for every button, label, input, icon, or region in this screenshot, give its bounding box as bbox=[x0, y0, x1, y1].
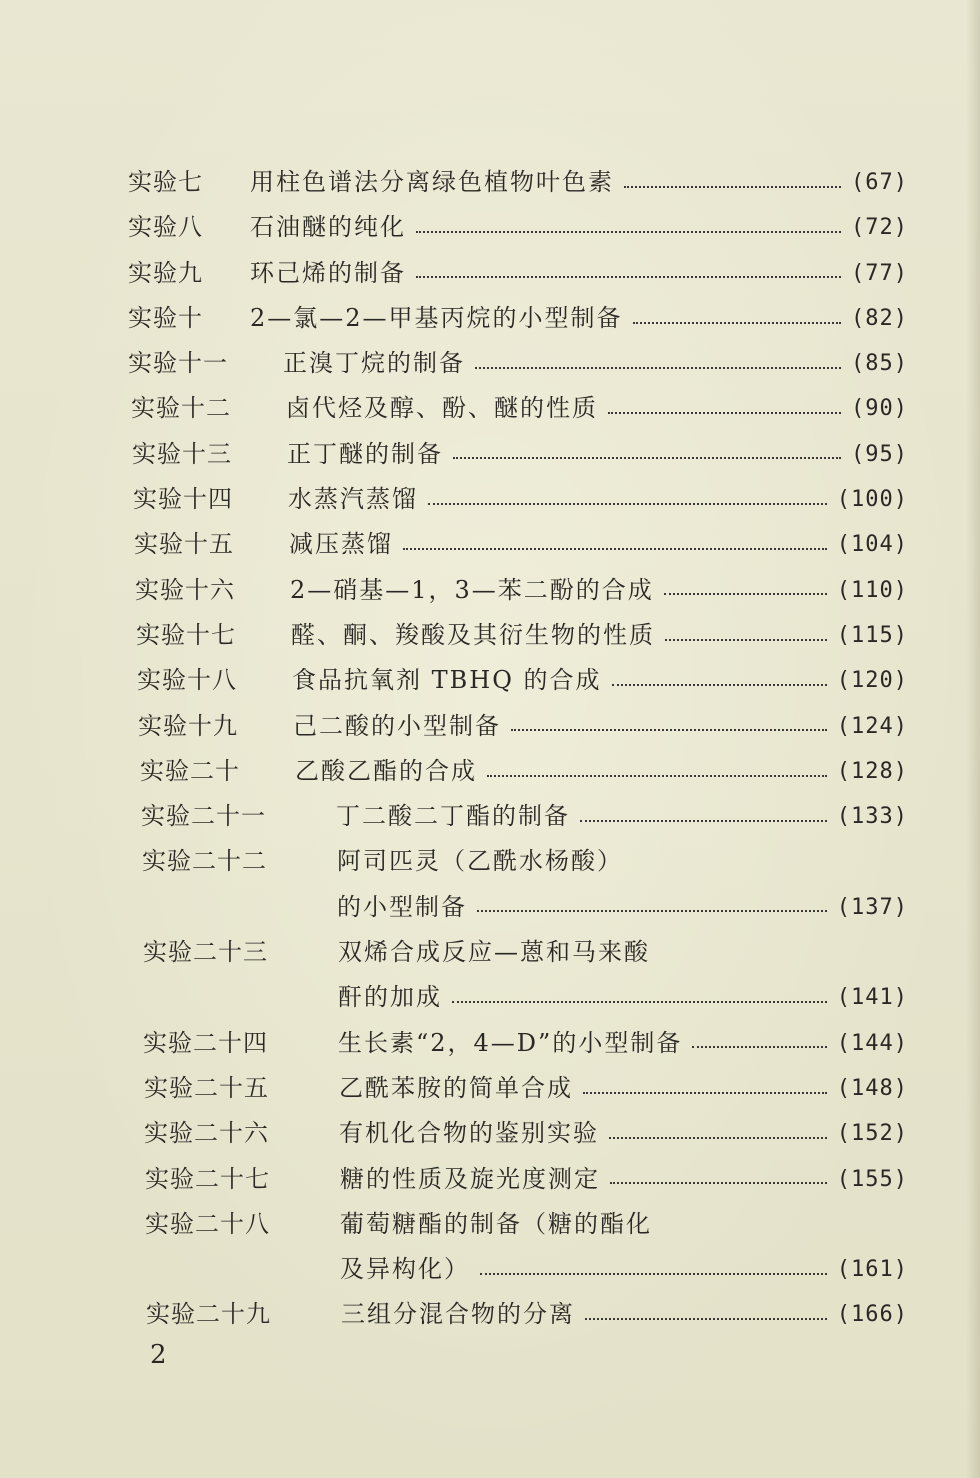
experiment-title: 的小型制备 bbox=[337, 892, 467, 921]
entry-body bbox=[295, 749, 908, 794]
experiment-title: 生长素“2，4—D”的小型制备 bbox=[338, 1028, 683, 1057]
page-reference: (120) bbox=[836, 668, 908, 694]
page-reference: (137) bbox=[836, 894, 908, 920]
experiment-title: 葡萄糖酯的制备（糖的酯化 bbox=[340, 1209, 652, 1238]
entry-body bbox=[250, 205, 908, 250]
dot-leader bbox=[477, 910, 827, 912]
dot-leader bbox=[416, 276, 841, 278]
experiment-number: 实验十五 bbox=[134, 530, 234, 559]
entry-line bbox=[339, 1111, 908, 1156]
experiment-number: 实验二十八 bbox=[145, 1209, 270, 1238]
dot-leader bbox=[633, 322, 841, 324]
page-reference: (148) bbox=[836, 1075, 908, 1101]
experiment-title: 糖的性质及旋光度测定 bbox=[340, 1164, 600, 1193]
toc-entry bbox=[128, 341, 908, 386]
dot-leader bbox=[416, 231, 841, 233]
toc-entry bbox=[142, 839, 908, 930]
entry-line bbox=[337, 885, 908, 930]
page-reference: (133) bbox=[836, 804, 908, 830]
dot-leader bbox=[487, 775, 827, 777]
experiment-number: 实验二十二 bbox=[142, 847, 267, 876]
page-reference: (67) bbox=[851, 170, 908, 195]
experiment-number: 实验十七 bbox=[136, 620, 236, 649]
experiment-title: 三组分混合物的分离 bbox=[341, 1300, 575, 1329]
toc-entry bbox=[128, 205, 908, 250]
page-reference: (85) bbox=[851, 351, 908, 377]
page-reference: (141) bbox=[836, 985, 908, 1011]
entry-body bbox=[339, 1111, 908, 1156]
dot-leader bbox=[610, 1182, 827, 1184]
dot-leader bbox=[452, 1001, 827, 1003]
toc-entry bbox=[136, 613, 908, 658]
entry-body bbox=[290, 568, 908, 613]
experiment-title: 阿司匹灵（乙酰水杨酸） bbox=[337, 847, 623, 876]
entry-body bbox=[338, 1021, 908, 1066]
entry-body bbox=[340, 1202, 908, 1293]
page-edge-shadow bbox=[966, 0, 980, 1478]
entry-body bbox=[336, 794, 908, 839]
toc-entry bbox=[134, 522, 908, 567]
page-reference: (128) bbox=[836, 758, 908, 784]
page-reference: (115) bbox=[836, 622, 908, 648]
experiment-number: 实验十八 bbox=[137, 666, 237, 695]
toc-entry bbox=[144, 1066, 908, 1111]
entry-line bbox=[286, 386, 908, 431]
experiment-number: 实验二十四 bbox=[143, 1028, 268, 1057]
dot-leader bbox=[612, 684, 827, 686]
experiment-number: 实验二十 bbox=[140, 756, 240, 785]
toc-entry bbox=[143, 930, 908, 1021]
experiment-title: 食品抗氧剂 TBHQ 的合成 bbox=[292, 666, 602, 695]
experiment-title: 石油醚的纯化 bbox=[250, 213, 406, 242]
page-reference: (104) bbox=[836, 532, 908, 558]
toc-entry bbox=[144, 1111, 908, 1156]
page-reference: (144) bbox=[836, 1030, 908, 1056]
entry-line bbox=[340, 1202, 908, 1247]
entry-body bbox=[292, 658, 908, 703]
dot-leader bbox=[580, 820, 827, 822]
experiment-number: 实验十六 bbox=[135, 575, 235, 604]
entry-body bbox=[287, 432, 908, 477]
entry-line bbox=[287, 432, 908, 477]
page-reference: (100) bbox=[836, 487, 908, 513]
experiment-title: 环己烯的制备 bbox=[250, 258, 406, 287]
experiment-number: 实验十一 bbox=[128, 349, 228, 378]
page-reference: (82) bbox=[851, 305, 908, 331]
page-reference: (152) bbox=[836, 1121, 908, 1147]
experiment-title: 酐的加成 bbox=[338, 983, 442, 1012]
entry-body bbox=[286, 386, 908, 431]
toc-entry bbox=[131, 386, 908, 431]
page-reference: (110) bbox=[836, 577, 908, 603]
experiment-title: 及异构化） bbox=[340, 1255, 470, 1284]
entry-body bbox=[293, 704, 908, 749]
dot-leader bbox=[511, 729, 827, 731]
page-number: 2 bbox=[150, 1340, 167, 1370]
entry-line bbox=[340, 1157, 908, 1202]
page-reference: (77) bbox=[851, 260, 908, 286]
entry-body bbox=[339, 1066, 908, 1111]
toc-entry bbox=[132, 432, 908, 477]
experiment-number: 实验八 bbox=[128, 213, 203, 242]
experiment-title: 正溴丁烷的制备 bbox=[283, 349, 465, 378]
dot-leader bbox=[692, 1046, 826, 1048]
entry-line bbox=[336, 794, 908, 839]
experiment-number: 实验十三 bbox=[132, 439, 232, 468]
dot-leader bbox=[609, 1137, 827, 1139]
experiment-number: 实验二十三 bbox=[143, 938, 268, 967]
entry-body bbox=[338, 930, 908, 1021]
dot-leader bbox=[453, 457, 841, 459]
experiment-number: 实验二十九 bbox=[146, 1300, 271, 1329]
dot-leader bbox=[475, 367, 841, 369]
dot-leader bbox=[480, 1273, 827, 1275]
entry-body bbox=[288, 477, 908, 522]
entry-body bbox=[340, 1157, 908, 1202]
entry-line bbox=[338, 1021, 908, 1066]
page-reference: (155) bbox=[836, 1166, 908, 1192]
entry-line bbox=[250, 251, 908, 296]
toc-entry bbox=[145, 1157, 908, 1202]
experiment-title: 正丁醚的制备 bbox=[287, 439, 443, 468]
experiment-title: 丁二酸二丁酯的制备 bbox=[336, 802, 570, 831]
experiment-number: 实验十四 bbox=[133, 485, 233, 514]
entry-line bbox=[250, 205, 908, 250]
experiment-number: 实验十二 bbox=[131, 394, 231, 423]
experiment-title: 醛、酮、羧酸及其衍生物的性质 bbox=[291, 620, 655, 649]
entry-line bbox=[250, 160, 908, 205]
page-reference: (124) bbox=[836, 713, 908, 739]
toc-entry bbox=[143, 1021, 908, 1066]
page-reference: (161) bbox=[836, 1257, 908, 1283]
entry-body bbox=[250, 251, 908, 296]
toc-entry bbox=[133, 477, 908, 522]
entry-line bbox=[290, 568, 908, 613]
entry-body bbox=[341, 1292, 908, 1337]
toc-entry bbox=[137, 658, 908, 703]
experiment-number: 实验七 bbox=[128, 168, 203, 196]
dot-leader bbox=[403, 548, 827, 550]
entry-body bbox=[283, 341, 908, 386]
entry-line bbox=[338, 975, 908, 1020]
entry-line bbox=[337, 839, 908, 884]
toc-entry bbox=[145, 1202, 908, 1293]
entry-line bbox=[339, 1066, 908, 1111]
experiment-number: 实验十九 bbox=[138, 711, 238, 740]
dot-leader bbox=[583, 1092, 827, 1094]
entry-line bbox=[338, 930, 908, 975]
experiment-number: 实验二十七 bbox=[145, 1164, 270, 1193]
entry-body bbox=[250, 160, 908, 205]
table-of-contents bbox=[128, 160, 908, 1338]
experiment-number: 实验二十五 bbox=[144, 1073, 269, 1102]
dot-leader bbox=[664, 593, 827, 595]
experiment-number: 实验二十一 bbox=[141, 802, 266, 831]
dot-leader bbox=[665, 639, 827, 641]
toc-entry bbox=[140, 749, 908, 794]
dot-leader bbox=[624, 186, 841, 188]
toc-entry bbox=[128, 296, 908, 341]
experiment-title: 有机化合物的鉴别实验 bbox=[339, 1119, 599, 1148]
toc-entry bbox=[141, 794, 908, 839]
experiment-title: 2—氯—2—甲基丙烷的小型制备 bbox=[250, 303, 623, 332]
entry-line bbox=[283, 341, 908, 386]
entry-body bbox=[291, 613, 908, 658]
dot-leader bbox=[585, 1318, 827, 1320]
dot-leader bbox=[608, 412, 841, 414]
page-reference: (95) bbox=[851, 441, 908, 467]
entry-line bbox=[288, 477, 908, 522]
entry-line bbox=[295, 749, 908, 794]
experiment-number: 实验二十六 bbox=[144, 1119, 269, 1148]
experiment-title: 用柱色谱法分离绿色植物叶色素 bbox=[250, 168, 614, 196]
toc-entry bbox=[128, 160, 908, 205]
entry-line bbox=[291, 613, 908, 658]
entry-line bbox=[341, 1292, 908, 1337]
entry-line bbox=[292, 658, 908, 703]
toc-entry bbox=[138, 704, 908, 749]
experiment-title: 双烯合成反应—蒽和马来酸 bbox=[338, 938, 650, 967]
entry-line bbox=[289, 522, 908, 567]
experiment-title: 乙酸乙酯的合成 bbox=[295, 756, 477, 785]
entry-line bbox=[293, 704, 908, 749]
toc-entry bbox=[146, 1292, 908, 1337]
experiment-number: 实验十 bbox=[128, 303, 203, 332]
entry-line bbox=[250, 296, 908, 341]
experiment-title: 己二酸的小型制备 bbox=[293, 711, 501, 740]
toc-entry bbox=[128, 251, 908, 296]
experiment-title: 乙酰苯胺的简单合成 bbox=[339, 1073, 573, 1102]
entry-body bbox=[250, 296, 908, 341]
experiment-title: 减压蒸馏 bbox=[289, 530, 393, 559]
entry-body bbox=[289, 522, 908, 567]
page-reference: (72) bbox=[851, 215, 908, 241]
page-reference: (90) bbox=[851, 396, 908, 422]
dot-leader bbox=[428, 503, 827, 505]
experiment-number: 实验九 bbox=[128, 258, 203, 287]
entry-line bbox=[340, 1247, 908, 1292]
experiment-title: 卤代烃及醇、酚、醚的性质 bbox=[286, 394, 598, 423]
page-reference: (166) bbox=[836, 1302, 908, 1328]
experiment-title: 水蒸汽蒸馏 bbox=[288, 485, 418, 514]
toc-entry bbox=[135, 568, 908, 613]
experiment-title: 2—硝基—1，3—苯二酚的合成 bbox=[290, 575, 654, 604]
entry-body bbox=[337, 839, 908, 930]
